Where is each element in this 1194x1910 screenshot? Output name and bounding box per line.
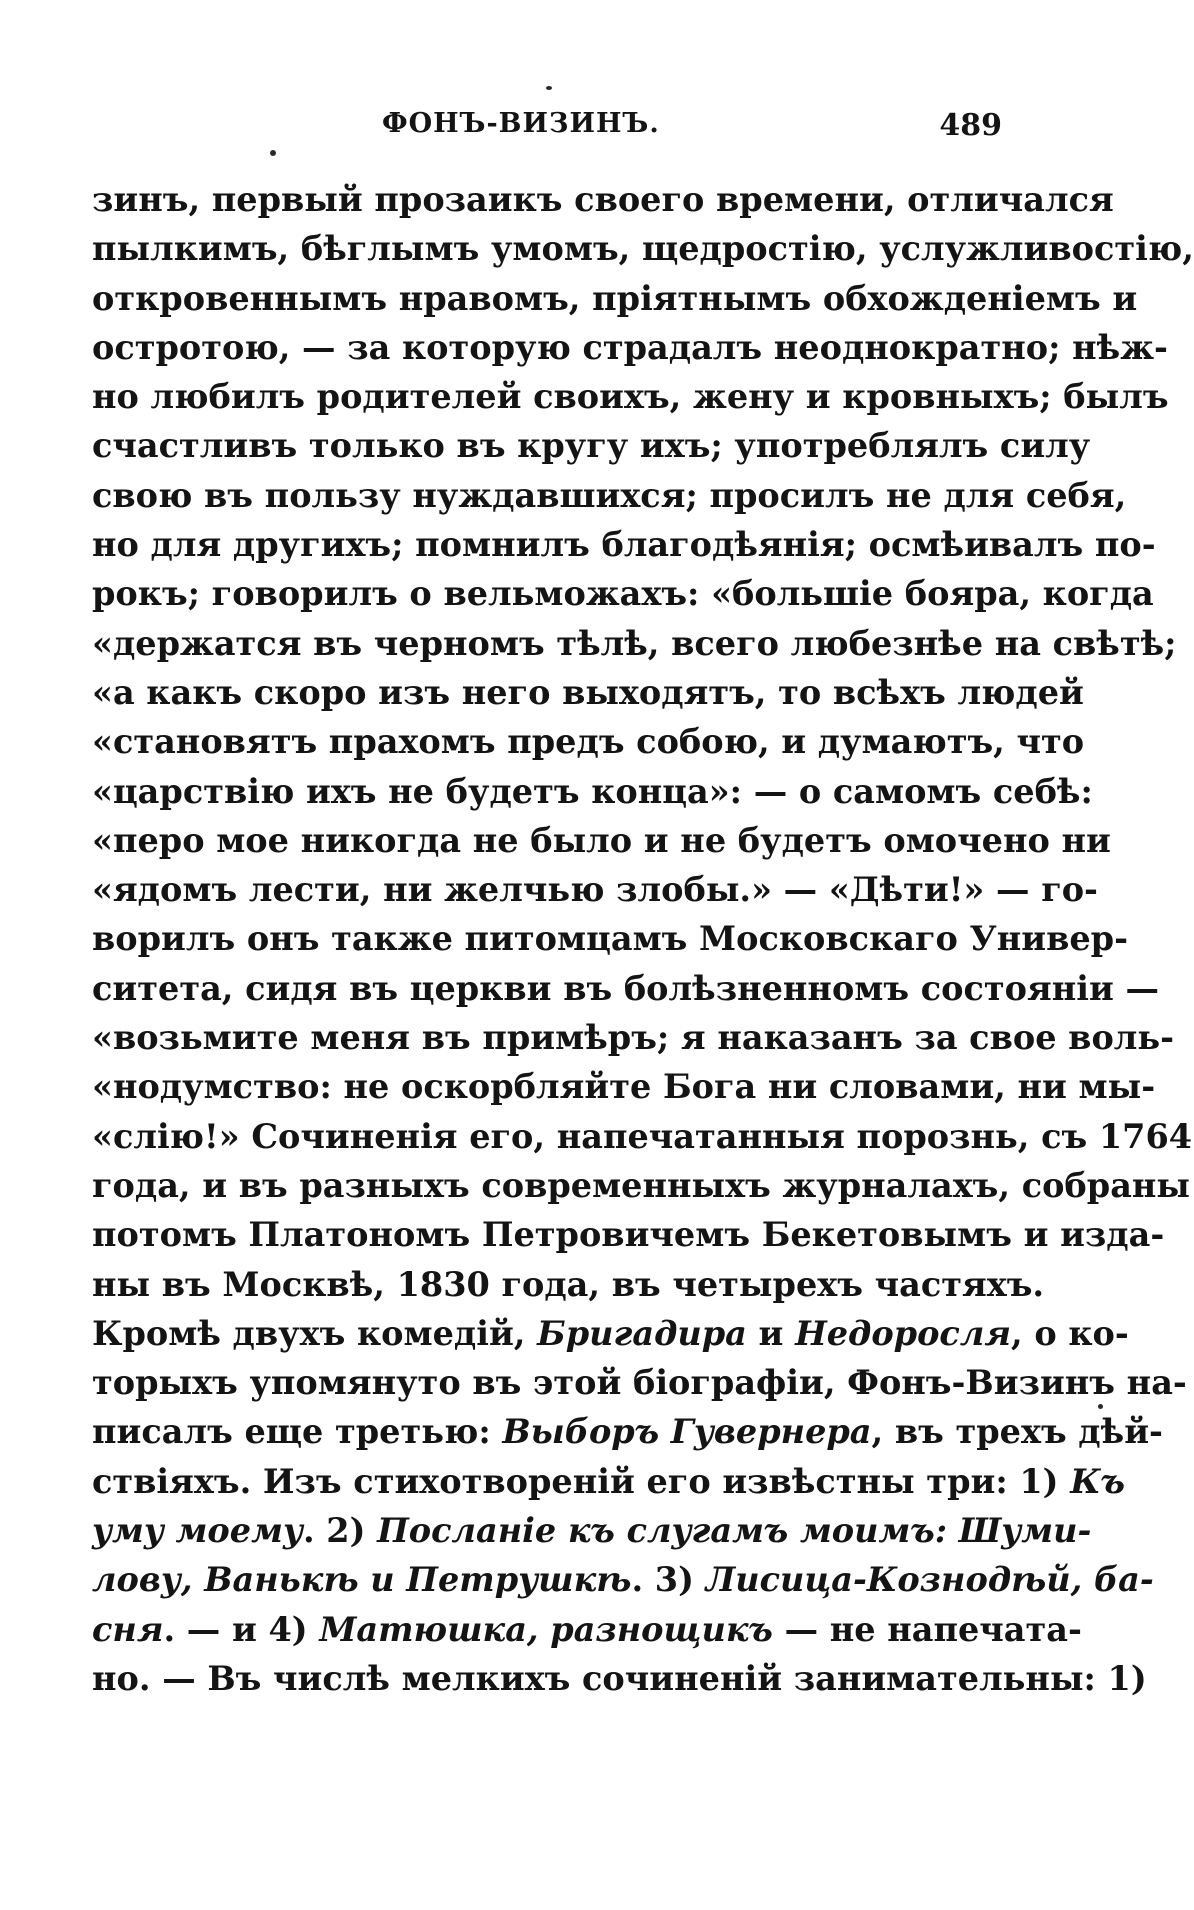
- text-line: [92, 865, 1098, 914]
- ink-speck: [270, 150, 276, 156]
- text-line: [92, 372, 1169, 421]
- text-run: рокъ; говорилъ о вельможахъ: «большіе бояра, когда: [92, 574, 1154, 614]
- text-run: — не напечата-: [772, 1609, 1082, 1649]
- text-line: [92, 421, 1091, 470]
- text-run: счастливъ только въ кругу ихъ; употреблялъ силу: [92, 426, 1091, 466]
- text-run: «перо мое никогда не было и не будетъ омочено ни: [92, 820, 1111, 860]
- text-run: ны въ Москвѣ, 1830 года, въ четырехъ частяхъ.: [92, 1264, 1045, 1304]
- text-run: . 2): [302, 1511, 378, 1551]
- ink-speck: [1098, 1404, 1103, 1409]
- text-run: «нодумство: не оскорбляйте Бога ни словами, ни мы-: [92, 1067, 1156, 1107]
- text-run: торыхъ упомянуто въ этой біографіи, Фонъ-Визинъ на-: [92, 1363, 1187, 1403]
- text-line: [92, 668, 1084, 717]
- text-run: «становятъ прахомъ предъ собою, и думаютъ, что: [92, 722, 1085, 762]
- text-run: ворилъ онъ также питомцамъ Московскаго Универ-: [92, 919, 1128, 959]
- text-line: [92, 274, 1138, 323]
- italic-title: Недоросля: [795, 1313, 1012, 1353]
- text-run: Кромѣ двухъ комедій,: [92, 1313, 538, 1353]
- running-title: ФОНЪ-ВИЗИНЪ.: [382, 108, 660, 139]
- text-line: [92, 767, 1093, 816]
- text-line: [92, 816, 1111, 865]
- text-line: [92, 619, 1177, 668]
- page-number: 489: [939, 108, 1002, 143]
- text-line: [92, 1358, 1187, 1407]
- text-run: но. — Въ числѣ мелкихъ сочиненій занимательны: 1): [92, 1658, 1147, 1698]
- text-run: писалъ еще третью:: [92, 1412, 503, 1452]
- ink-speck: [546, 86, 552, 90]
- text-run: зинъ, первый прозаикъ своего времени, отличался: [92, 180, 1114, 219]
- text-run: но для другихъ; помнилъ благодѣянія; осмѣивалъ по-: [92, 525, 1156, 565]
- text-run: . — и 4): [163, 1609, 320, 1649]
- text-run: «а какъ скоро изъ него выходятъ, то всѣхъ людей: [92, 672, 1084, 712]
- text-run: «держатся въ черномъ тѣлѣ, всего любезнѣе на свѣтѣ;: [92, 623, 1177, 663]
- text-line: [92, 1407, 1163, 1456]
- text-run: потомъ Платономъ Петровичемъ Бекетовымъ и изда-: [92, 1215, 1165, 1255]
- text-run: «возьмите меня въ примѣръ; я наказанъ за свое воль-: [92, 1018, 1175, 1058]
- text-run: , въ трехъ дѣй-: [871, 1412, 1163, 1452]
- text-line: [92, 569, 1154, 618]
- text-run: ствіяхъ. Изъ стихотвореній его извѣстны три: 1): [92, 1461, 1071, 1501]
- text-line: [92, 471, 1127, 520]
- italic-title: уму моему: [92, 1511, 303, 1551]
- text-line: [92, 323, 1168, 372]
- text-run: . 3): [631, 1560, 706, 1600]
- text-line: [92, 1605, 1082, 1654]
- text-run: и: [746, 1313, 796, 1353]
- text-line: [92, 914, 1128, 963]
- text-line: [92, 717, 1085, 766]
- text-line: [92, 964, 1159, 1013]
- text-line: [92, 1062, 1156, 1111]
- italic-title: Къ: [1070, 1461, 1126, 1501]
- text-line: [92, 1112, 1193, 1161]
- text-line: [92, 224, 1194, 273]
- text-line: [92, 175, 1114, 224]
- text-run: откровеннымъ нравомъ, пріятнымъ обхожденіемъ и: [92, 278, 1138, 318]
- text-line: [92, 1654, 1147, 1703]
- running-head: [92, 108, 1002, 158]
- text-run: но любилъ родителей своихъ, жену и кровныхъ; былъ: [92, 377, 1169, 417]
- text-run: остротою, — за которую страдалъ неоднократно; нѣж-: [92, 327, 1168, 367]
- italic-title: Посланіе къ слугамъ моимъ: Шуми-: [377, 1511, 1092, 1551]
- italic-title: Выборъ Гувернера: [502, 1412, 872, 1452]
- text-line: [92, 1506, 1092, 1555]
- text-run: «слію!» Сочиненія его, напечатанныя порознь, съ 1764: [92, 1116, 1193, 1156]
- text-line: [92, 1210, 1165, 1259]
- text-line: [92, 1013, 1175, 1062]
- text-line: [92, 1260, 1045, 1309]
- italic-title: Матюшка, разнощикъ: [319, 1609, 773, 1649]
- text-line: [92, 1555, 1154, 1604]
- body-text: [92, 175, 1194, 1703]
- italic-title: Бригадира: [537, 1313, 747, 1353]
- italic-title: Лисица-Кознодѣй, ба-: [705, 1560, 1154, 1600]
- text-line: [92, 1309, 1129, 1358]
- italic-title: сня: [92, 1609, 164, 1649]
- italic-title: лову, Ванькѣ и Петрушкѣ: [92, 1560, 632, 1600]
- text-run: ситета, сидя въ церкви въ болѣзненномъ состояніи —: [92, 968, 1159, 1008]
- text-run: , о ко-: [1011, 1313, 1129, 1353]
- text-run: свою въ пользу нуждавшихся; просилъ не для себя,: [92, 475, 1127, 515]
- text-line: [92, 520, 1156, 569]
- text-line: [92, 1457, 1126, 1506]
- text-run: пылкимъ, бѣглымъ умомъ, щедростію, услужливостію,: [92, 229, 1194, 269]
- text-line: [92, 1161, 1191, 1210]
- text-run: года, и въ разныхъ современныхъ журналахъ, собраны: [92, 1165, 1191, 1205]
- text-run: «царствію ихъ не будетъ конца»: — о самомъ себѣ:: [92, 771, 1093, 811]
- text-run: «ядомъ лести, ни желчью злобы.» — «Дѣти!» — го-: [92, 870, 1098, 910]
